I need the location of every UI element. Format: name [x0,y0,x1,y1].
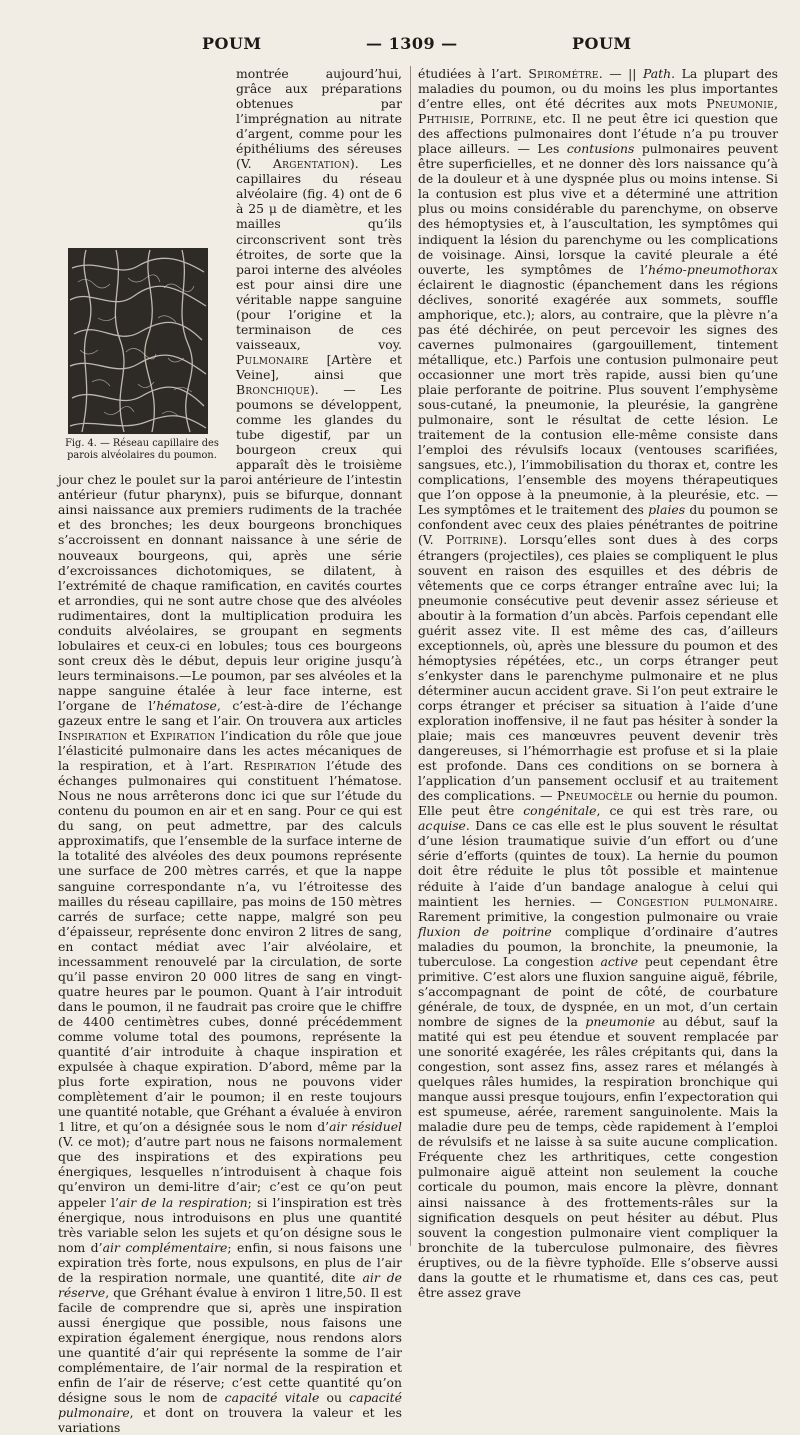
text-run: , [470,111,481,127]
cross-reference: Poitrine [480,111,533,127]
text-run: étudiées à l’art. [418,66,529,81]
cross-reference: Pneumonie [706,96,775,112]
paragraph [418,66,778,1300]
text-run: ). Les capillaires du réseau alvéolaire (fig. 4) ont de 6 à 25 μ de diamètre, et les mailles qu’ils circonscrivent sont très étroites, de sorte que la paroi interne des alvéoles est pour ainsi dire une véritable nappe sanguine (pour l’origine et la terminaison de ces vaisseaux, voy. [236,156,402,352]
text-run: , c’est-à-dire de l’échange gazeux entre le sang et l’air. On trouvera aux articles [58,697,402,729]
text-run: , ce qui est très rare, ou [596,803,778,819]
right-column-text [418,66,778,1300]
cross-reference: Pulmonaire [236,351,309,367]
text-run: . Dans ce cas elle est le plus souvent le résultat d’une lésion traumatique suivie d’un effort ou d’une série d’efforts (quintes de toux). La hernie du poumon doit être réduite le plus tôt possible et maintenue réduite à l’aide d’un bandage analogue à celui qui maintient les hernies. — [418,818,778,909]
left-column [58,66,402,1435]
emphasis-term: plaies [648,502,686,518]
capillary-network-image [68,248,208,434]
text-run: ou hernie du poumon. Elle peut être [418,788,778,819]
text-run: [Artère et Veine], ainsi que [236,351,402,382]
text-run: du poumon se confondent avec ceux des plaies pénétrantes de poitrine (V. [418,502,778,548]
header-headword-right: POUM [572,34,632,53]
text-run: , et dont on trouvera la valeur et les variations [58,1405,402,1435]
text-run: (V. ce mot); d’autre part nous ne faisons normalement que des inspirations et des expirations peu énergiques, lesquelles n’introduisent à chaque fois qu’environ un demi-litre d’air; c’est ce qu’on peut appeler l’ [58,1134,402,1210]
cross-reference: Bronchique [236,381,310,397]
text-run: éclairent le diagnostic (épanchement dans les régions déclives, sonorité exagérée aux sommets, souffle amphorique, etc.); alors, au contraire, que la plèvre n’a pas été déchirée, on peut percevoir les signes des cavernes pulmonaires (gargouillement, tintement métallique, etc.) Parfois une contusion pulmonaire peut occasionner une mort très rapide, aussi bien qu’une plaie perforante de poitrine. Plus souvent l’emphysème sous-cutané, la pneumonie, la pleurésie, la gangrène pulmonaire, sont le résultat de cette lésion. Le traitement de la contusion elle-même consiste dans l’emploi des révulsifs locaux (ventouses scarifiées, sangsues, etc.), l’immobilisation du thorax et, contre les complications, l’ensemble des moyens thérapeutiques que l’on oppose à la pneumonie, à la pleurésie, etc. — Les symptômes et le traitement des [418,276,778,518]
text-run: ou [319,1390,350,1406]
column-divider [410,66,411,1246]
emphasis-term: air complémentaire [102,1239,228,1255]
emphasis-term: air de réserve [58,1269,402,1300]
text-run: peut cependant être primitive. C’est alors une fluxion sanguine aiguë, fébrile, s’accompagnant de point de côté, de courbature générale, de toux, de dyspnée, en un mot, d’un certain nombre de signes de la [418,953,779,1029]
text-run: montrée aujourd’hui, grâce aux préparations obtenues par l’imprégnation au nitrate d’argent, comme pour les épithéliums des séreuses (V. [236,66,402,172]
cross-reference: Congestion pulmonaire [616,893,775,909]
figure-4 [58,248,226,462]
emphasis-term: Path [643,66,672,81]
text-run: pulmonaires peuvent être superficielles, et ne donner dès lors naissance qu’à de la douleur et à une dyspnée plus ou moins intense. Si la contusion est plus vive et a déterminé une attrition plus ou moins considérable du parenchyme, on observe des hémoptysies et, à l’auscultation, les symptômes qui indiquent la lésion du parenchyme ou les complications de voisinage. Ainsi, lorsque la cavité pleurale a été ouverte, les symptômes de l’ [418,141,778,277]
emphasis-term: fluxion de poitrine [418,923,552,939]
emphasis-term: capacité pulmonaire [58,1390,402,1421]
text-run: . La plupart des maladies du poumon, ou du moins les plus importantes d’entre elles, ont été décrites aux mots [418,66,779,112]
cross-reference: Respiration [243,758,317,774]
text-run: , que Gréhant évalue à environ 1 litre,50. Il est facile de comprendre que si, après une inspiration aussi énergique que possible, nous faisons une expiration également énergique, nous rendons alors une quantité d’air qui représente la somme de l’air complémentaire, de l’air normal de la respiration et enfin de l’air de réserve; c’est cette quantité qu’on désigne sous le nom de [58,1284,402,1406]
figure-caption: Fig. 4. — Réseau capillaire des parois alvéolaires du poumon. [65,438,219,461]
cross-reference: Expiration [149,728,216,744]
text-run: ). Lorsqu’elles sont dues à des corps étrangers (projectiles), ces plaies se compliquent le plus souvent en raison des esquilles et des débris de vêtements que ce corps étranger entraîne avec lui; la pneumonie consécutive peut devenir assez sérieuse et aboutir à la formation d’un abcès. Parfois cependant elle guérit assez vite. Il est même des cas, d’ailleurs exceptionnels, où, après une blessure du poumon et des hémoptysies répétées, etc., un corps étranger peut s’enkyster dans le parenchyme pulmonaire et ne plus déterminer aucun accident grave. Si l’on peut extraire le corps étranger et préciser sa situation à l’aide d’une exploration inoffensive, il ne faut pas hésiter à sonder la plaie; mais ces manœuvres peuvent devenir très dangereuses, si l’hémorrhagie est profuse et si la plaie est profonde. Dans ces conditions on se bornera à l’application d’un pansement occlusif et au traitement des complications. — [418,532,778,804]
text-run: , etc. Il ne peut être ici question que des affections pulmonaires dont l’étude n’a pu trouver place ailleurs. — Les [418,111,778,157]
text-run: ). — Les poumons se développent, comme les glandes du tube digestif, par un bourgeon creux qui apparaît dès le troisième jour chez le poulet sur la paroi antérieure de l’intestin antérieur (futur pharynx), puis se bifurque, donnant ainsi naissance aux premiers rudiments de la trachée et des bronches; les deux bourgeons bronchiques s’accroissent en donnant naissance à une série de nouveaux bourgeons, qui, après une série d’excroissances dichotomiques, se dilatent, à l’extrémité de chaque ramification, en cavités courtes et arrondies, qui ne sont autre chose que des alvéoles rudimentaires, dont la multiplication produira les conduits alvéolaires, se groupant en segments lobulaires et ceux-ci en lobules; tous ces bourgeons sont creux dès le début, depuis leur origine jusqu’à leurs terminaisons.—Le poumon, par ses alvéoles et la nappe sanguine étalée à leur face interne, est l’organe de l’ [58,381,402,713]
cross-reference: Spirométre [528,66,599,81]
text-run: ; si l’inspiration est très énergique, nous introduisons en plus une quantité très variable selon les sujets et qu’on désigne sous le nom d’ [58,1194,402,1255]
emphasis-term: air résiduel [329,1119,402,1135]
text-run: l’indication du rôle que joue l’élasticité pulmonaire dans les actes mécaniques de la respiration, et à l’art. [58,728,402,774]
text-run: l’étude des échanges pulmonaires qui constituent l’hématose. Nous ne nous arrêterons donc ici que sur l’étude du contenu du poumon en air et en sang. Pour ce qui est du sang, on peut admettre, par des calculs approximatifs, que l’ensemble de la surface interne de la totalité des alvéoles des deux poumons représente une surface de 200 mètres carrés, et que la nappe sanguine correspondante n’a, vu l’étroitesse des mailles du réseau capillaire, pas moins de 150 mètres carrés de surface; cette nappe, malgré son peu d’épaisseur, représente donc environ 2 litres de sang, en contact médiat avec l’air alvéolaire, et incessamment renouvelé par la circulation, de sorte qu’il passe environ 20 000 litres de sang en vingt-quatre heures par le poumon. Quant à l’air introduit dans le poumon, il ne faudrait pas croire que le chiffre de 4400 centimètres cubes, donné précédemment comme volume total des poumons, représente la quantité d’air introduite à chaque inspiration et expulsée à chaque expiration. D’abord, même par la plus forte expiration, nous ne pouvons vider complètement d’air le poumon; il en reste toujours une quantité notable, que Gréhant a évaluée à environ 1 litre, et qu’on a désignée sous le nom d’ [58,758,402,1135]
cross-reference: Inspiration [58,728,128,744]
text-run: au début, sauf la matité qui est peu étendue et souvent remplacée par une sonorité exagérée, les râles crépitants qui, dans la congestion, sont assez fins, assez rares et mélangés à quelques râles humides, la respiration bronchique qui manque aussi presque toujours, enfin l’expectoration qui est spumeuse, aérée, rarement sanguinolente. Mais la maladie dure peu de temps, cède rapidement à l’emploi de révulsifs et ne laisse à sa suite aucune complication. Fréquente chez les arthritiques, cette congestion pulmonaire aiguë atteint non seulement la couche corticale du poumon, mais encore la plèvre, donnant ainsi naissance à des frottements-râles sur la signification desquels on peut hésiter au début. Plus souvent la congestion pulmonaire vient compliquer la bronchite de la tuberculose pulmonaire, des fièvres éruptives, ou de la fièvre typhoïde. Elle s’observe aussi dans la goutte et le rhumatisme et, dans ces cas, peut être assez grave [418,1013,778,1300]
emphasis-term: contusions [566,141,635,157]
emphasis-term: capacité vitale [224,1390,320,1406]
text-run: , [774,96,778,112]
text-run: complique d’ordinaire d’autres maladies du poumon, la bronchite, la pneumonie, la tuberculose. La congestion [418,923,778,969]
cross-reference: Phthisie [418,111,471,127]
running-header [0,34,800,58]
cross-reference: Pneumocèle [557,788,633,804]
emphasis-term: pneumonie [585,1013,656,1029]
header-headword-left: POUM [202,34,262,53]
emphasis-term: air de la respiration [118,1194,248,1210]
emphasis-term: hématose [156,697,217,713]
emphasis-term: hémo-pneumothorax [648,261,778,277]
text-run: . Rarement primitive, la congestion pulmonaire ou vraie [418,893,778,924]
cross-reference: Argentation [272,156,350,172]
emphasis-term: congénitale [523,803,597,819]
page-number: — 1309 — [366,34,458,53]
emphasis-term: active [600,953,639,969]
right-column [418,66,779,1300]
emphasis-term: acquise [418,818,466,834]
text-run: ; enfin, si nous faisons une expiration très forte, nous expulsons, en plus de l’air de la respiration normale, une quantité, dite [58,1239,402,1285]
cross-reference: Poitrine [445,532,499,548]
text-run: et [127,728,150,744]
text-run: . — || [598,66,643,81]
